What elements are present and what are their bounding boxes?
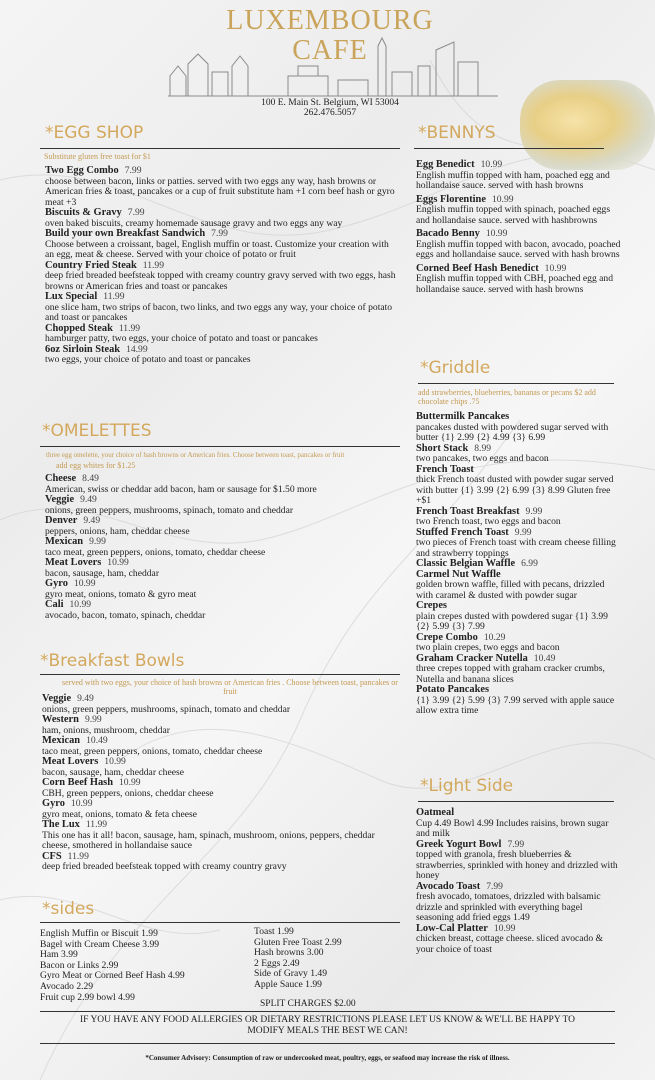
menu-item: CFS 11.99 deep fried breaded beefsteak topped with creamy country gravy [42,850,287,872]
divider [40,148,400,149]
griddle-note: add strawberries, blueberries, bananas or pecans $2 add chocolate chips .75 [418,388,596,406]
side-item: Toast 1.99 [254,926,294,937]
menu-item: Oatmeal Cup 4.49 Bowl 4.99 Includes raisins, brown sugar and milk [416,807,609,839]
menu-item: Crepes plain crepes dusted with powdered sugar {1} 3.99 {2} 5.99 {3} 7.99 [416,600,608,632]
divider [418,801,614,802]
light-side-heading: *Light Side [420,776,514,796]
menu-item: Biscuits & Gravy 7.99 oven baked biscuits, creamy homemade sausage gravy and two eggs any way [45,207,343,229]
split-charges: SPLIT CHARGES $2.00 [260,999,356,1009]
light-side-list [416,808,621,955]
egg-shop-note: Substitute gluten free toast for $1 [44,152,151,161]
menu-item: Low-Cal Platter 10.99 chicken breast, cottage cheese. sliced avocado & your choice of toast [416,922,603,955]
cafe-title-line1: LUXEMBOURG [226,5,434,36]
menu-item: Carmel Nut Waffle golden brown waffle, filled with pecans, drizzled with caramel & dusted with powder sugar [416,568,605,601]
bennys-list [416,160,621,295]
side-item: Fruit cup 2.99 bowl 4.99 [40,991,135,1003]
menu-item: Meat Lovers 10.99 bacon, sausage, ham, cheddar cheese [42,756,184,778]
side-item: Gyro Meat or Corned Beef Hash 4.99 [40,970,185,982]
footer-divider-bottom [40,1043,615,1044]
menu-item: Corned Beef Hash Benedict 10.99 English muffin topped with CBH, poached egg and hollandaise sauce. served with hash browns [416,262,613,295]
menu-item: Buttermilk Pancakes pancakes dusted with powdered sugar served with butter {1} 2.99 {2} 4.99 {3} 6.99 [416,411,609,443]
divider [40,674,400,675]
skyline-logo [168,36,498,100]
menu-item: Gyro 10.99 gyro meat, onions, tomato & gyro meat [45,578,197,600]
footer-divider-top [40,1011,615,1012]
menu-item: Chopped Steak 11.99 hamburger patty, two eggs, your choice of potato and toast or pancakes [45,322,318,344]
cafe-title-line2: CAFE [292,35,368,66]
side-item: Gluten Free Toast 2.99 [254,936,342,948]
menu-item: The Lux 11.99 This one has it all! bacon, sausage, ham, spinach, mushroom, onions, peppers, cheddar cheese, smothered in hollandaise sauce [42,819,375,851]
menu-item: Graham Cracker Nutella 10.49 three crepes topped with graham cracker crumbs, Nutella and banana slices [416,652,605,685]
divider [414,148,604,149]
menu-item: Country Fried Steak 11.99 deep fried breaded beefsteak topped with creamy country gravy served with two eggs, hash browns or American fries and toast or pancakes [45,259,396,292]
bowls-note: served with two eggs, your choice of hash browns or American fries . Choose between toast, pancakes or fruit [62,678,398,696]
side-item: Apple Sauce 1.99 [254,978,322,990]
menu-item: Cali 10.99 avocado, bacon, tomato, spinach, cheddar [45,599,206,621]
side-item: Side of Gravy 1.49 [254,968,328,980]
sides-heading: *sides [42,899,95,919]
bowls-heading: *Breakfast Bowls [40,651,185,671]
menu-item: Cheese 8.49 American, swiss or cheddar add bacon, ham or sausage for $1.50 more [45,473,317,495]
bennys-heading: *BENNYS [418,123,496,143]
menu-item: Veggie 9.49 onions, green peppers, mushrooms, spinach, tomato and cheddar [42,693,291,715]
menu-item: Denver 9.49 peppers, onions, ham, cheddar cheese [45,515,190,537]
divider [40,446,400,447]
sides-col1 [40,929,185,1003]
menu-item: Crepe Combo 10.29 two plain crepes, two eggs and bacon [416,631,560,653]
side-item: Avocado 2.29 [40,980,94,992]
bowls-list [42,694,400,873]
menu-item: 6oz Sirloin Steak 14.99 two eggs, your choice of potato and toast or pancakes [45,343,251,365]
griddle-heading: *Griddle [420,358,491,378]
consumer-advisory: *Consumer Advisory: Consumption of raw or undercooked meat, poultry, eggs, or seafood may increase the risk of illness. [145,1054,510,1062]
side-item: Bagel with Cream Cheese 3.99 [40,938,160,950]
menu-item: Build your own Breakfast Sandwich 7.99 Choose between a croissant, bagel, English muffin or toast. Customize your creation with an egg, meat & cheese. Served with your choice of potato or fruit [45,228,389,260]
divider [40,922,400,923]
food-photo [520,80,655,170]
menu-item: Mexican 10.49 taco meat, green peppers, onions, tomato, cheddar cheese [42,735,263,757]
menu-item: Western 9.99 ham, onions, mushroom, cheddar [42,714,170,736]
griddle-list [416,412,621,717]
menu-item: Avocado Toast 7.99 fresh avocado, tomatoes, drizzled with balsamic drizzle and sprinkled with everything bagel seasoning add fried eggs 1.49 [416,880,601,923]
menu-item: Eggs Florentine 10.99 English muffin topped with spinach, poached eggs and hollandaise sauce. served with hashbrowns [416,193,611,226]
menu-item: Veggie 9.49 onions, green peppers, mushrooms, spinach, tomato and cheddar [45,494,294,516]
omelettes-note-egg-whites: add egg whites for $1.25 [56,461,136,470]
sides-col2 [254,927,342,991]
omelettes-note: three egg omelette, your choice of hash browns or American fries. Choose between toast, pancakes or fruit [46,451,345,459]
egg-shop-heading: *EGG SHOP [45,123,144,143]
side-item: Ham 3.99 [40,949,78,961]
side-item: Hash browns 3.00 [254,947,324,959]
divider [418,383,614,384]
allergy-notice: IF YOU HAVE ANY FOOD ALLERGIES OR DIETARY RESTRICTIONS PLEASE LET US KNOW & WE'LL BE HAPPY TO MODIFY MEALS THE BEST WE CAN! [79,1015,576,1036]
phone: 262.476.5057 [303,108,357,118]
egg-shop-list [45,166,400,366]
menu-item: Bacado Benny 10.99 English muffin topped with bacon, avocado, poached eggs and hollandaise sauce. served with hash browns [416,228,621,260]
menu-item: Stuffed French Toast 9.99 two pieces of French toast with cream cheese filling and strawberry toppings [416,526,616,559]
menu-item: Short Stack 8.99 two pancakes, two eggs and bacon [416,442,549,464]
menu-item: Egg Benedict 10.99 English muffin topped with ham, poached egg and hollandaise sauce. served with hash browns [416,159,610,191]
menu-item: Corn Beef Hash 10.99 CBH, green peppers, onions, cheddar cheese [42,777,214,799]
menu-item: French Toast Breakfast 9.99 two French toast, two eggs and bacon [416,505,561,527]
address: 100 E. Main St. Belgium, WI 53004 [261,98,399,108]
menu-item: Potato Pancakes {1} 3.99 {2} 5.99 {3} 7.99 served with apple sauce allow extra time [416,684,615,716]
menu-item: Meat Lovers 10.99 bacon, sausage, ham, cheddar [45,557,160,579]
side-item: 2 Eggs 2.49 [254,957,300,969]
menu-item: Mexican 9.99 taco meat, green peppers, onions, tomato, cheddar cheese [45,536,266,558]
menu-item: Greek Yogurt Bowl 7.99 topped with granola, fresh blueberries & strawberries, sprinkled with honey and drizzled with honey [416,838,618,881]
menu-item: Classic Belgian Waffle 6.99 [416,558,538,569]
side-item: Bacon or Links 2.99 [40,959,119,971]
menu-item: French Toast thick French toast dusted with powder sugar served with butter {1} 3.99 {2} 6.99 {3} 8.99 Gluten free +$1 [416,463,614,506]
side-item: English Muffin or Biscuit 1.99 [40,928,158,939]
menu-item: Gyro 10.99 gyro meat, onions, tomato & feta cheese [42,798,198,820]
omelettes-heading: *OMELETTES [42,421,152,441]
menu-item: Two Egg Combo 7.99 choose between bacon, links or patties. served with two eggs any way, hash browns or American fries & toast, pancakes or a cup of fruit substitute ham +1 corn beef hash or gyro meat +3 [45,165,395,208]
menu-item: Lux Special 11.99 one slice ham, two strips of bacon, two links, and two eggs any way, your choice of potato and toast or pancakes [45,291,393,323]
omelettes-list [45,474,400,621]
